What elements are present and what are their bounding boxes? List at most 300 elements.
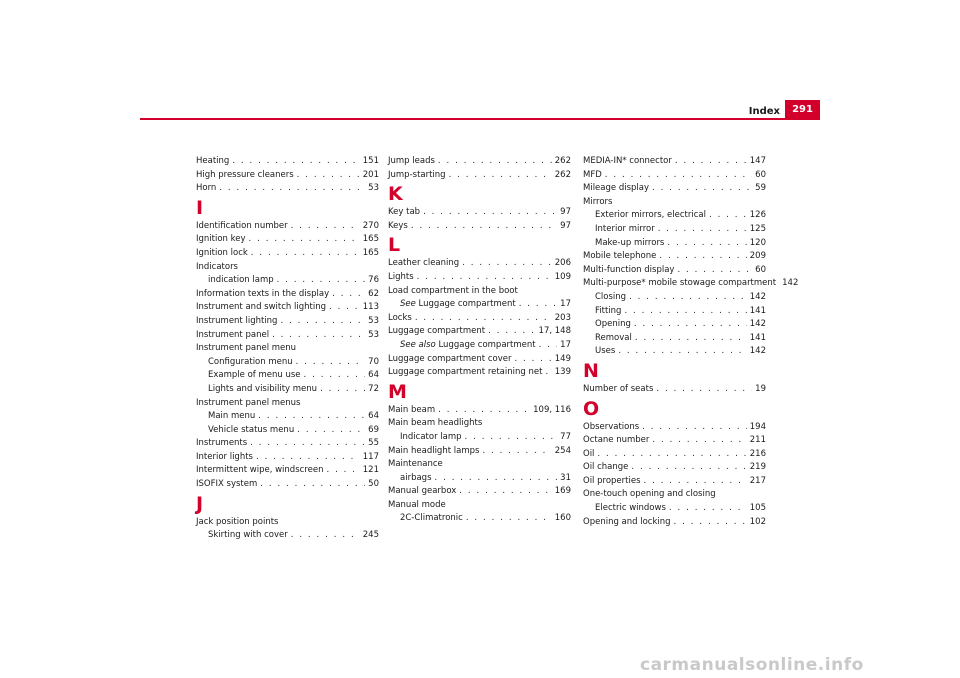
index-entry <box>388 257 571 271</box>
index-subentry <box>196 356 379 370</box>
entry-page-number: 141 <box>749 305 766 316</box>
entry-page-number: 50 <box>368 479 379 490</box>
entry-label-text: Luggage compartment retaining net <box>388 367 543 378</box>
index-column-3 <box>583 155 799 529</box>
entry-label-text: Identification number <box>196 220 288 231</box>
entry-label <box>388 417 482 431</box>
entry-label-text: ISOFIX system <box>196 479 258 490</box>
entry-page-number: 113 <box>362 302 379 313</box>
entry-page-number: 216 <box>749 448 766 459</box>
entry-label-text: Indicator lamp <box>400 431 462 442</box>
entry-label <box>388 325 485 339</box>
index-subentry <box>583 502 766 516</box>
entry-label-text: Make-up mirrors <box>595 237 665 248</box>
leader-dots <box>449 169 552 183</box>
leader-dots <box>605 169 752 183</box>
page-header-title: Index <box>748 106 780 117</box>
entry-page-number: 211 <box>749 435 766 446</box>
leader-dots <box>250 437 365 451</box>
entry-label-text: Opening <box>595 319 631 330</box>
entry-page-number: 209 <box>749 251 766 262</box>
index-entry <box>196 329 379 343</box>
leader-dots <box>272 329 365 343</box>
entry-label-text: Lights and visibility menu <box>208 383 318 394</box>
entry-label-text: Mirrors <box>583 196 613 207</box>
leader-dots <box>677 264 752 278</box>
section-letter: K <box>388 183 403 206</box>
entry-page-number: 109 <box>554 271 571 282</box>
entry-page-number: 169 <box>554 486 571 497</box>
entry-page-number: 17 <box>560 339 571 350</box>
entry-label-text: Instrument panel menus <box>196 397 301 408</box>
entry-page-number: 69 <box>368 424 379 435</box>
entry-label <box>208 369 301 383</box>
entry-label <box>583 421 639 435</box>
leader-dots <box>435 472 558 486</box>
entry-label-text: Luggage compartment cover <box>388 353 512 364</box>
entry-page-number: 254 <box>554 445 571 456</box>
entry-page-number: 203 <box>554 312 571 323</box>
entry-label-text: Manual mode <box>388 499 446 510</box>
leader-dots <box>249 233 360 247</box>
leader-dots <box>219 182 365 196</box>
entry-label <box>196 301 326 315</box>
entry-label-text: Jump leads <box>388 156 435 166</box>
entry-label-text: Ignition lock <box>196 247 248 258</box>
entry-label <box>400 472 432 486</box>
index-entry <box>196 233 379 247</box>
index-entry <box>196 220 379 234</box>
entry-label-text: Intermittent wipe, windscreen <box>196 465 324 476</box>
leader-dots <box>488 325 535 339</box>
entry-label-text: 2C-Climatronic <box>400 513 463 524</box>
entry-label-text: Horn <box>196 183 217 194</box>
entry-page-number: 53 <box>368 315 379 326</box>
leader-dots <box>280 315 365 329</box>
entry-label <box>400 339 536 353</box>
entry-label-text: Main beam <box>388 404 436 415</box>
entry-label <box>388 155 435 169</box>
entry-label-text: High pressure cleaners <box>196 169 294 180</box>
leader-dots <box>631 461 746 475</box>
entry-label <box>208 529 288 543</box>
entry-page-number: 160 <box>554 513 571 524</box>
leader-dots <box>462 257 552 271</box>
index-entry <box>583 277 799 291</box>
entry-page-number: 17 <box>560 299 571 310</box>
entry-page-number: 151 <box>362 156 379 166</box>
entry-label <box>196 169 294 183</box>
index-column-1 <box>196 155 379 543</box>
entry-page-number: 59 <box>755 183 766 194</box>
index-entry <box>196 397 379 411</box>
index-entry <box>388 325 571 339</box>
index-entry <box>196 169 379 183</box>
entry-label-text: Oil <box>583 448 595 459</box>
entry-label <box>196 155 229 169</box>
index-entry <box>388 417 571 431</box>
index-entry <box>388 271 571 285</box>
entry-page-number: 97 <box>560 207 571 218</box>
entry-label-text: Keys <box>388 220 408 231</box>
index-subentry <box>196 274 379 288</box>
entry-page-number: 201 <box>362 169 379 180</box>
index-entry <box>583 196 766 210</box>
entry-label-text: Leather cleaning <box>388 258 460 269</box>
leader-dots <box>251 247 360 261</box>
leader-dots <box>634 318 747 332</box>
leader-dots <box>667 237 746 251</box>
leader-dots <box>296 356 366 370</box>
entry-page-number: 142 <box>782 278 799 289</box>
index-subentry <box>583 291 766 305</box>
entry-label <box>388 206 420 220</box>
leader-dots <box>709 209 747 223</box>
leader-dots <box>332 288 365 302</box>
entry-page-number: 121 <box>362 465 379 476</box>
entry-label <box>388 485 456 499</box>
entry-label <box>595 237 664 251</box>
index-entry <box>583 434 766 448</box>
entry-label-text: Heating <box>196 156 230 166</box>
leader-dots <box>545 366 551 380</box>
index-subentry <box>388 298 571 312</box>
leader-dots <box>459 485 551 499</box>
entry-page-number: 17, 148 <box>538 326 571 337</box>
entry-label <box>583 434 649 448</box>
entry-page-number: 117 <box>362 451 379 462</box>
entry-label-text: Main headlight lamps <box>388 445 480 456</box>
index-entry <box>388 169 571 183</box>
index-entry <box>388 404 571 418</box>
index-subentry <box>583 345 766 359</box>
entry-label <box>388 353 511 367</box>
entry-label-text: Lights <box>388 271 414 282</box>
entry-label <box>583 169 602 183</box>
entry-label <box>196 478 257 492</box>
entry-label <box>208 274 274 288</box>
index-subentry <box>196 410 379 424</box>
entry-label <box>388 220 408 234</box>
entry-page-number: 62 <box>368 288 379 299</box>
entry-page-number: 64 <box>368 411 379 422</box>
entry-label-text: Instrument and switch lighting <box>196 302 326 313</box>
entry-label <box>388 271 414 285</box>
entry-page-number: 97 <box>560 220 571 231</box>
entry-label <box>196 329 269 343</box>
leader-dots <box>659 250 746 264</box>
entry-label-text: Instrument panel <box>196 329 270 340</box>
entry-label-text: Example of menu use <box>208 370 301 381</box>
leader-dots <box>417 271 552 285</box>
entry-page-number: 125 <box>749 223 766 234</box>
entry-label-text: Configuration menu <box>208 356 293 367</box>
leader-dots <box>674 516 747 530</box>
entry-page-number: 60 <box>755 169 766 180</box>
index-entry <box>196 288 379 302</box>
entry-label-text: Mileage display <box>583 183 650 194</box>
leader-dots <box>466 512 552 526</box>
entry-label-text: Oil properties <box>583 475 641 486</box>
entry-label <box>196 464 323 478</box>
entry-label <box>196 220 288 234</box>
entry-label <box>595 305 621 319</box>
entry-label-text: Vehicle status menu <box>208 424 295 435</box>
entry-label-text: Ignition key <box>196 234 246 245</box>
entry-reference-prefix: See also <box>400 339 436 350</box>
entry-label-text: Interior lights <box>196 451 253 462</box>
leader-dots <box>514 353 551 367</box>
entry-label <box>196 288 329 302</box>
entry-label <box>595 332 632 346</box>
entry-label-text: Oil change <box>583 462 629 473</box>
leader-dots <box>635 332 747 346</box>
entry-label <box>388 285 518 299</box>
leader-dots <box>482 445 551 459</box>
section-letter: O <box>583 397 600 420</box>
entry-page-number: 142 <box>749 346 766 357</box>
entry-label-text: Indicators <box>196 261 238 272</box>
leader-dots <box>256 451 360 465</box>
leader-dots <box>291 220 360 234</box>
index-entry <box>388 220 571 234</box>
leader-dots <box>539 339 558 353</box>
entry-page-number: 262 <box>554 169 571 180</box>
entry-label <box>196 516 279 530</box>
entry-label-text: MEDIA-IN* connector <box>583 156 672 166</box>
index-entry <box>196 182 379 196</box>
index-subentry <box>583 209 766 223</box>
entry-page-number: 105 <box>749 503 766 514</box>
entry-page-number: 53 <box>368 329 379 340</box>
index-subentry <box>583 332 766 346</box>
entry-label <box>388 366 542 380</box>
entry-label-text: One-touch opening and closing <box>583 489 716 500</box>
entry-label-text: Key tab <box>388 207 421 218</box>
entry-page-number: 70 <box>368 356 379 367</box>
entry-label <box>196 451 253 465</box>
entry-label-text: Exterior mirrors, electrical <box>595 210 706 221</box>
leader-dots <box>669 502 747 516</box>
entry-label-text: Multi-function display <box>583 264 675 275</box>
entry-page-number: 120 <box>749 237 766 248</box>
entry-label-text: Locks <box>388 312 412 323</box>
entry-page-number: 165 <box>362 234 379 245</box>
index-entry <box>196 342 379 356</box>
entry-label <box>388 169 446 183</box>
entry-label <box>208 424 294 438</box>
entry-label-text: Skirting with cover <box>208 530 288 541</box>
entry-label <box>208 410 255 424</box>
index-subentry <box>196 529 379 543</box>
entry-label <box>595 223 655 237</box>
leader-dots <box>304 369 366 383</box>
entry-label <box>583 155 672 169</box>
leader-dots <box>675 155 747 169</box>
leader-dots <box>329 301 360 315</box>
index-entry <box>388 155 571 169</box>
entry-label <box>208 383 317 397</box>
entry-label <box>595 502 666 516</box>
entry-page-number: 139 <box>554 367 571 378</box>
index-entry <box>583 421 766 435</box>
entry-label <box>388 312 412 326</box>
entry-page-number: 126 <box>749 210 766 221</box>
entry-label <box>400 512 463 526</box>
entry-label-text: Instrument lighting <box>196 315 278 326</box>
index-subentry <box>388 472 571 486</box>
leader-dots <box>597 448 746 462</box>
leader-dots <box>644 475 747 489</box>
entry-label <box>583 383 653 397</box>
entry-label <box>388 404 435 418</box>
entry-page-number: 217 <box>749 475 766 486</box>
leader-dots <box>618 345 746 359</box>
index-subentry <box>583 237 766 251</box>
leader-dots <box>423 206 557 220</box>
entry-label-text: Number of seats <box>583 383 654 394</box>
entry-label-text: Luggage compartment <box>388 326 486 337</box>
index-entry <box>583 182 766 196</box>
leader-dots <box>629 291 747 305</box>
entry-page-number: 142 <box>749 291 766 302</box>
entry-label-text: MFD <box>583 169 602 180</box>
entry-page-number: 60 <box>755 264 766 275</box>
entry-label <box>583 448 594 462</box>
entry-label-text: Octane number <box>583 435 650 446</box>
index-entry <box>583 383 766 397</box>
section-letter: N <box>583 359 599 382</box>
index-entry <box>388 353 571 367</box>
entry-label <box>196 342 296 356</box>
leader-dots <box>232 155 359 169</box>
leader-dots <box>297 424 365 438</box>
entry-label <box>583 196 612 210</box>
entry-label-text: Opening and locking <box>583 516 671 527</box>
leader-dots <box>438 155 552 169</box>
entry-page-number: 147 <box>749 156 766 166</box>
entry-label <box>595 318 631 332</box>
entry-label-text: Interior mirror <box>595 223 655 234</box>
index-column-2 <box>388 155 571 526</box>
index-entry <box>196 247 379 261</box>
entry-label <box>583 277 776 291</box>
index-entry <box>583 475 766 489</box>
watermark-text: carmanualsonline.info <box>640 655 864 675</box>
index-entry <box>196 516 379 530</box>
index-entry <box>583 516 766 530</box>
index-entry <box>196 451 379 465</box>
leader-dots <box>320 383 365 397</box>
entry-label <box>595 291 626 305</box>
entry-page-number: 194 <box>749 421 766 432</box>
entry-label <box>400 298 516 312</box>
entry-label-text: Mobile telephone <box>583 251 657 262</box>
index-entry <box>196 301 379 315</box>
entry-label <box>400 431 462 445</box>
header-divider <box>140 118 820 120</box>
leader-dots <box>260 478 365 492</box>
entry-reference-prefix: See <box>400 299 416 310</box>
entry-label-text: Multi-purpose* mobile stowage compartment <box>583 278 777 289</box>
entry-label <box>196 397 300 411</box>
index-subentry <box>196 383 379 397</box>
index-subentry <box>196 424 379 438</box>
index-entry <box>388 206 571 220</box>
leader-dots <box>326 464 359 478</box>
entry-label <box>583 516 671 530</box>
leader-dots <box>658 223 747 237</box>
leader-dots <box>465 431 558 445</box>
index-entry <box>196 261 379 275</box>
entry-label-text: Maintenance <box>388 459 443 470</box>
index-entry <box>196 315 379 329</box>
entry-page-number: 262 <box>554 156 571 166</box>
leader-dots <box>291 529 360 543</box>
entry-label-text: Luggage compartment <box>435 339 536 350</box>
index-subentry <box>583 223 766 237</box>
entry-label <box>583 461 628 475</box>
leader-dots <box>297 169 360 183</box>
section-letter: I <box>196 196 204 219</box>
entry-page-number: 206 <box>554 258 571 269</box>
index-entry <box>388 458 571 472</box>
entry-label <box>583 182 649 196</box>
entry-label-text: Load compartment in the boot <box>388 285 518 296</box>
index-entry <box>583 155 766 169</box>
entry-label-text: Closing <box>595 291 627 302</box>
entry-label <box>208 356 293 370</box>
entry-label <box>388 499 446 513</box>
index-entry <box>196 478 379 492</box>
entry-page-number: 64 <box>368 370 379 381</box>
entry-label-text: airbags <box>400 472 432 483</box>
entry-label <box>595 209 706 223</box>
index-entry <box>583 264 766 278</box>
index-entry <box>196 464 379 478</box>
entry-label-text: Electric windows <box>595 503 666 514</box>
index-subentry <box>388 431 571 445</box>
entry-page-number: 53 <box>368 183 379 194</box>
index-entry <box>196 155 379 169</box>
entry-page-number: 109, 116 <box>533 404 571 415</box>
entry-page-number: 165 <box>362 247 379 258</box>
entry-page-number: 31 <box>560 472 571 483</box>
entry-page-number: 72 <box>368 383 379 394</box>
entry-label-text: Manual gearbox <box>388 486 457 497</box>
index-entry <box>583 448 766 462</box>
index-entry <box>583 250 766 264</box>
entry-label <box>583 488 716 502</box>
index-entry <box>388 485 571 499</box>
entry-page-number: 141 <box>749 332 766 343</box>
section-letter: L <box>388 234 401 257</box>
entry-page-number: 142 <box>749 319 766 330</box>
entry-page-number: 55 <box>368 438 379 449</box>
entry-label <box>595 345 615 359</box>
section-letter: J <box>196 492 204 515</box>
entry-label-text: Fitting <box>595 305 622 316</box>
entry-page-number: 76 <box>368 275 379 286</box>
index-entry <box>388 285 571 299</box>
index-entry <box>388 312 571 326</box>
entry-label <box>196 315 277 329</box>
entry-label-text: Luggage compartment <box>415 299 516 310</box>
leader-dots <box>415 312 552 326</box>
index-entry <box>583 488 766 502</box>
entry-label <box>388 458 443 472</box>
leader-dots <box>642 421 747 435</box>
